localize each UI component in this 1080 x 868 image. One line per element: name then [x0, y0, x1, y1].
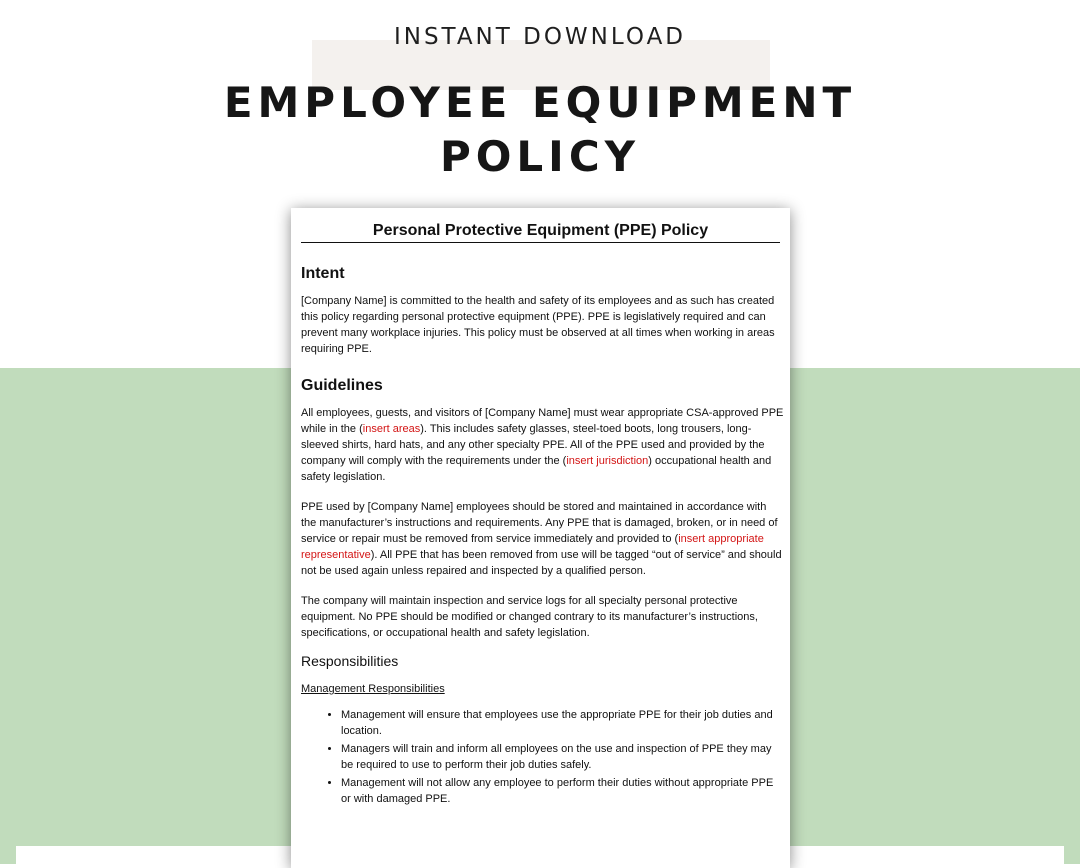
document-title: Personal Protective Equipment (PPE) Policy [301, 222, 780, 243]
headline-line-2: POLICY [439, 132, 641, 181]
g1-text-b: ). This includes safety glasses, steel-toed boots, long trousers, long-sleeved shirts, hard hats, and any other specialty PPE. All of the PPE used and provided by the company will comply with the requirements under the ( [301, 423, 765, 467]
page-headline [0, 76, 1080, 184]
guidelines-paragraph-2 [301, 499, 784, 579]
list-item: • Managers will train and inform all employees on the use and inspection of PPE they may be required to use to perform their job duties safely. [341, 741, 784, 773]
guidelines-paragraph-3: The company will maintain inspection and service logs for all specialty personal protective equipment. No PPE should be modified or changed contrary to its manufacturer’s instructions, specifications, or occupational health and safety legislation. [301, 595, 758, 639]
guidelines-heading: Guidelines [301, 377, 383, 394]
g2-text-a: PPE used by [Company Name] employees should be stored and maintained in accordance with the manufacturer’s instructions and requirements. Any PPE that is damaged, broken, or in need of service or repair must be removed from service immediately and provided to ( [301, 501, 778, 545]
list-item: • Management will not allow any employee to perform their duties without appropriate PPE or with damaged PPE. [341, 775, 784, 807]
responsibilities-heading: Responsibilities [301, 653, 399, 669]
g1-text-a: All employees, guests, and visitors of [Company Name] must wear appropriate CSA-approved PPE while in the ( [301, 407, 784, 435]
instant-download-tag: INSTANT DOWNLOAD [393, 24, 687, 50]
intent-heading: Intent [301, 265, 345, 282]
placeholder-insert-jurisdiction: insert jurisdiction [566, 455, 649, 467]
list-item: • Management will ensure that employees use the appropriate PPE for their job duties and location. [341, 707, 784, 739]
g2-text-b: ). All PPE that has been removed from use will be tagged “out of service” and should not be used again unless repaired and inspected by a qualified person. [301, 549, 782, 577]
g1-text-c: ) occupational health and safety legislation. [301, 455, 772, 483]
headline-line-1: EMPLOYEE EQUIPMENT [223, 78, 857, 127]
placeholder-insert-areas: insert areas [362, 423, 421, 435]
placeholder-insert-representative: insert appropriate representative [301, 533, 764, 561]
intent-paragraph: [Company Name] is committed to the health and safety of its employees and as such has created this policy regarding personal protective equipment (PPE). PPE is legislatively required and can prevent many workplace injuries. This policy must be observed at all times when working in areas requiring PPE. [301, 295, 775, 355]
management-bullet-list [301, 707, 784, 807]
document-preview [291, 208, 790, 868]
guidelines-paragraph-1 [301, 405, 784, 485]
management-responsibilities-heading: Management Responsibilities [301, 683, 445, 695]
